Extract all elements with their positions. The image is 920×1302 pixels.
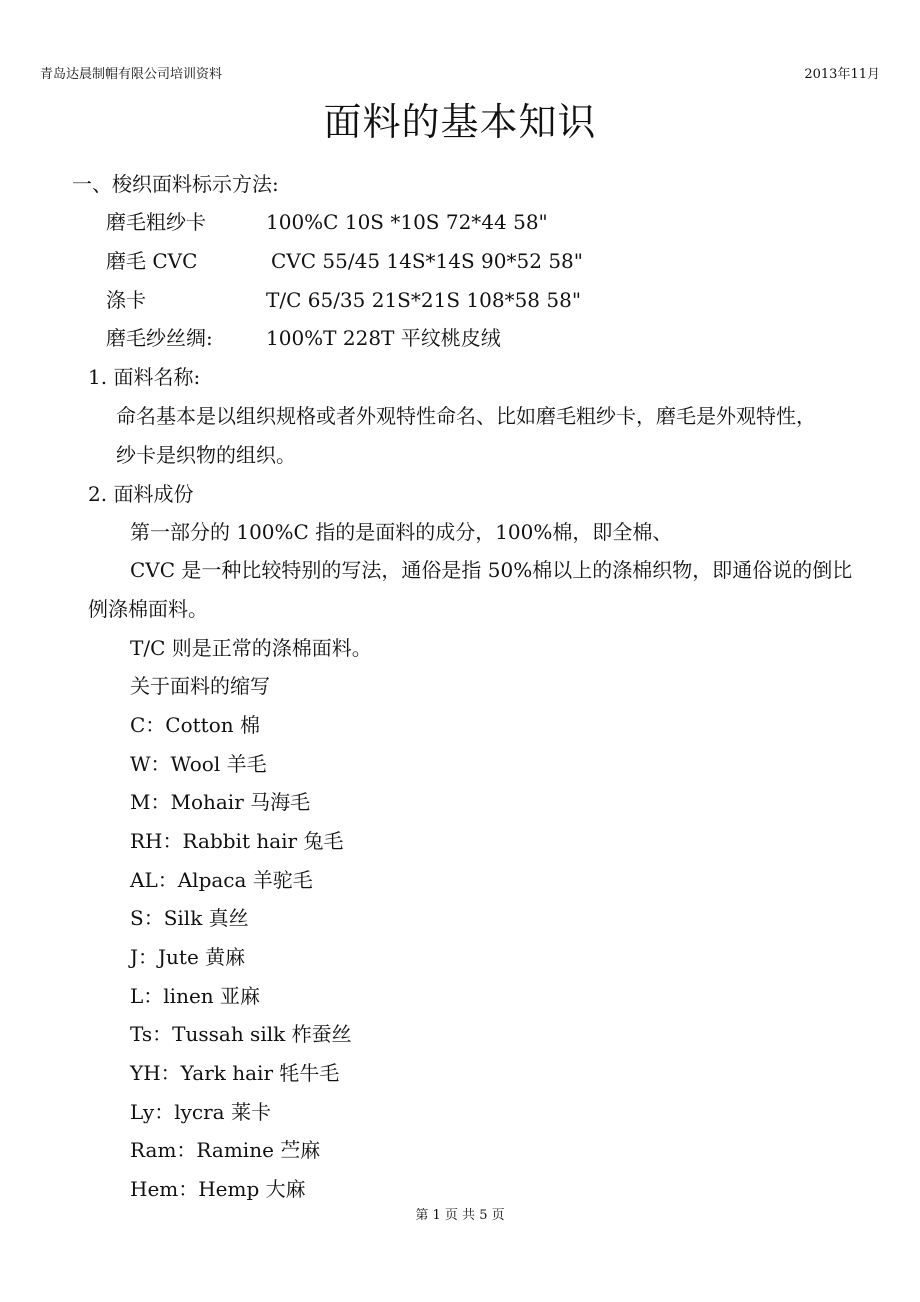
header-date: 2013年11月 bbox=[804, 67, 880, 82]
abbreviation-item: RH：Rabbit hair 兔毛 bbox=[130, 829, 344, 853]
page-title: 面料的基本知识 bbox=[323, 100, 597, 144]
abbreviation-item: M：Mohair 马海毛 bbox=[130, 790, 311, 814]
header-company: 青岛达晨制帽有限公司培训资料 bbox=[40, 67, 223, 82]
abbreviation-item: Ram：Ramine 苎麻 bbox=[130, 1138, 321, 1162]
item-heading: 1. 面料名称: bbox=[88, 365, 201, 389]
spec-name: 磨毛纱丝绸: bbox=[106, 326, 213, 350]
page-footer: 第 1 页 共 5 页 bbox=[415, 1208, 505, 1223]
section-heading: 一、梭织面料标示方法: bbox=[72, 172, 279, 196]
abbreviation-item: Ts：Tussah silk 柞蚕丝 bbox=[130, 1022, 352, 1046]
abbreviation-item: AL：Alpaca 羊驼毛 bbox=[130, 868, 313, 892]
paragraph-line: 例涤棉面料。 bbox=[88, 597, 208, 621]
abbreviation-item: J：Jute 黄麻 bbox=[130, 945, 246, 969]
spec-name: 涤卡 bbox=[106, 288, 146, 312]
paragraph-line: 关于面料的缩写 bbox=[130, 674, 270, 698]
spec-name: 磨毛 CVC bbox=[106, 249, 198, 273]
abbreviation-item: YH：Yark hair 牦牛毛 bbox=[130, 1061, 340, 1085]
spec-value: 100%T 228T 平纹桃皮绒 bbox=[266, 326, 501, 350]
abbreviation-item: W：Wool 羊毛 bbox=[130, 752, 267, 776]
paragraph-line: 纱卡是织物的组织。 bbox=[116, 443, 296, 467]
abbreviation-item: C：Cotton 棉 bbox=[130, 713, 260, 737]
abbreviation-item: S：Silk 真丝 bbox=[130, 906, 249, 930]
spec-value: 100%C 10S *10S 72*44 58" bbox=[266, 210, 548, 234]
item-heading: 2. 面料成份 bbox=[88, 482, 194, 506]
paragraph-line: 第一部分的 100%C 指的是面料的成分，100%棉，即全棉、 bbox=[130, 520, 673, 544]
paragraph-line: T/C 则是正常的涤棉面料。 bbox=[130, 636, 372, 660]
spec-value: T/C 65/35 21S*21S 108*58 58" bbox=[266, 288, 582, 312]
abbreviation-item: Ly：lycra 莱卡 bbox=[130, 1100, 271, 1124]
paragraph-line: CVC 是一种比较特别的写法，通俗是指 50%棉以上的涤棉织物，即通俗说的倒比 bbox=[130, 558, 853, 582]
spec-name: 磨毛粗纱卡 bbox=[106, 210, 206, 234]
abbreviation-item: L：linen 亚麻 bbox=[130, 984, 261, 1008]
spec-value: CVC 55/45 14S*14S 90*52 58" bbox=[271, 249, 583, 273]
paragraph-line: 命名基本是以组织规格或者外观特性命名、比如磨毛粗纱卡，磨毛是外观特性， bbox=[116, 404, 816, 428]
abbreviation-item: Hem：Hemp 大麻 bbox=[130, 1177, 306, 1201]
